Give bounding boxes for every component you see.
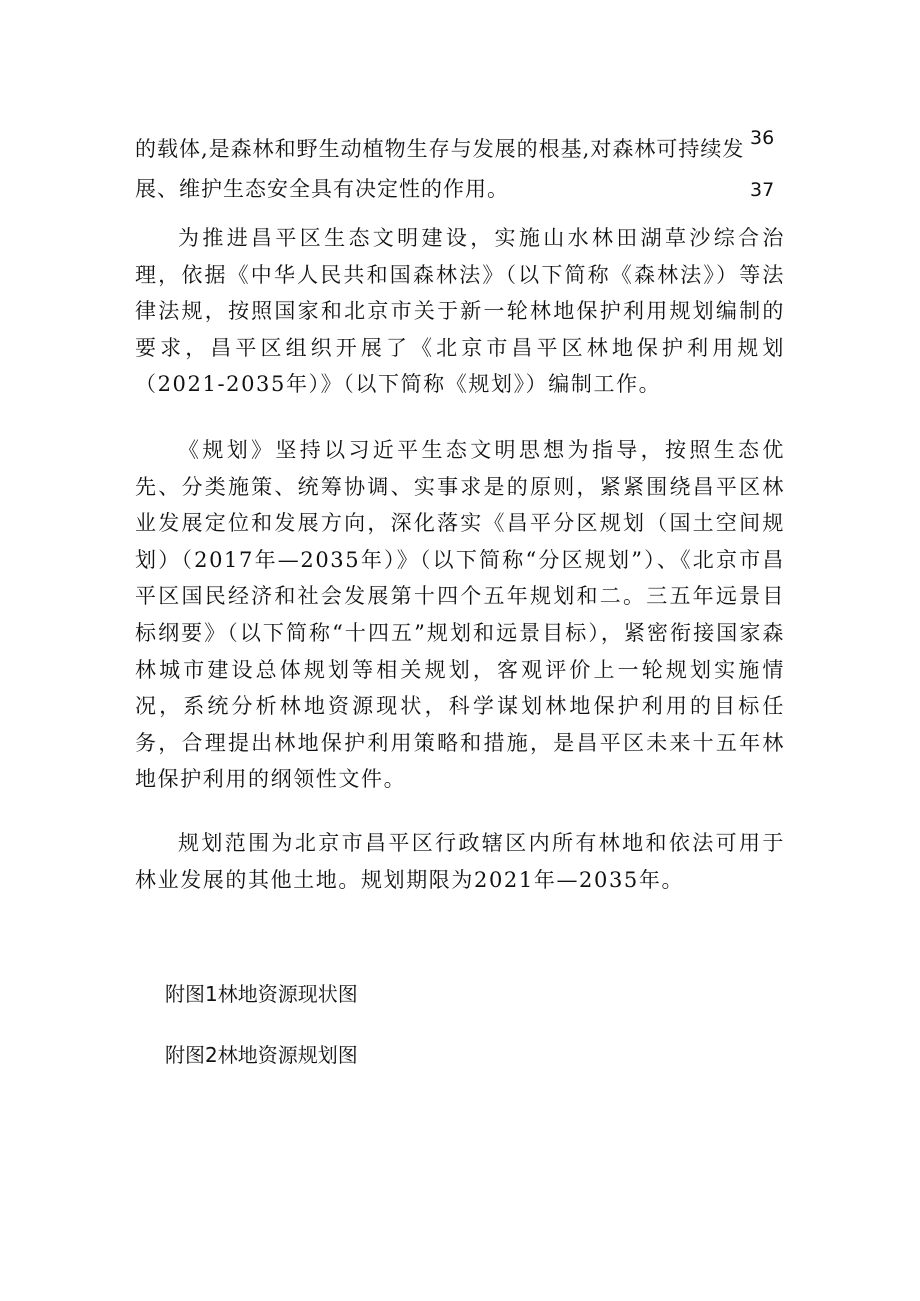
paragraph-scope: 规划范围为北京市昌平区行政辖区内所有林地和依法可用于林业发展的其他土地。规划期限为2021年—2035年。 xyxy=(135,831,785,892)
intro-line-2: 展、维护生态安全具有决定性的作用。 xyxy=(135,177,509,201)
line-number-37: 37 xyxy=(750,179,775,201)
figure-reference-1[interactable]: 附图1林地资源现状图 xyxy=(165,982,358,1006)
paragraph-background: 为推进昌平区生态文明建设，实施山水林田湖草沙综合治理，依据《中华人民共和国森林法》（以下简称《森林法》）等法律法规，按照国家和北京市关于新一轮林地保护利用规划编制的要求，昌平区组织开展了《北京市昌平区林地保护利用规划（2021-2035年）》（以下简称《规划》）编制工作。 xyxy=(135,226,785,397)
paragraph-principles: 《规划》坚持以习近平生态文明思想为指导，按照生态优先、分类施策、统筹协调、实事求是的原则，紧紧围绕昌平区林业发展定位和发展方向，深化落实《昌平分区规划（国土空间规划）（2017年—2035年）》（以下简称“分区规划”）、《北京市昌平区国民经济和社会发展第十四个五年规划和二。三五年远景目标纲要》（以下简称“十四五”规划和远景目标），紧密衔接国家森林城市建设总体规划等相关规划，客观评价上一轮规划实施情况，系统分析林地资源现状，科学谋划林地保护利用的目标任务，合理提出林地保护利用策略和措施，是昌平区未来十五年林地保护利用的纲领性文件。 xyxy=(135,438,785,792)
line-number-36: 36 xyxy=(750,127,775,149)
intro-line-1: 的载体,是森林和野生动植物生存与发展的根基,对森林可持续发 xyxy=(135,137,745,161)
figure-reference-2[interactable]: 附图2林地资源规划图 xyxy=(165,1043,358,1067)
